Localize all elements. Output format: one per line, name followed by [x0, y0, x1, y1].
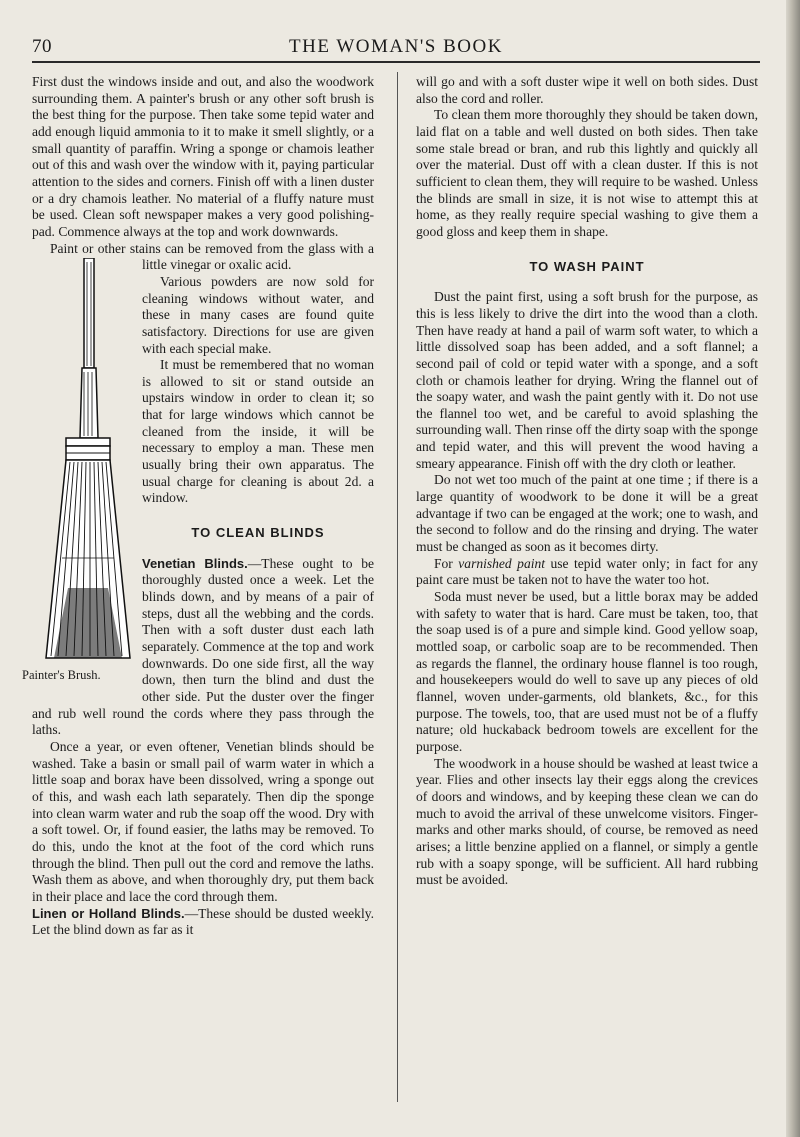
figure-caption: Painter's Brush.	[22, 668, 101, 682]
paragraph: Once a year, or even oftener, Venetian blinds should be washed. Take a basin or small pail of warm water in which a little soap and borax have been dissolved, wring a sponge out of this, and wash each lath separately. Then dip the sponge into clean warm water and rub the soap off the wood. Dry with a soft towel. Or, if found easier, the laths may be removed. To do this, undo the knot at the foot of the cord which runs through the blind. Then pull out the cord and remove the laths. Wash them as above, and when thoroughly dry, put them back in their place and lace the cord through them.	[32, 738, 374, 904]
paragraph: The woodwork in a house should be washed at least twice a year. Flies and other insects lay their eggs along the crevices of doors and windows, and by keeping these clean we can do much to avoid the arrival of these unwelcome visitors. Finger-marks and other marks should, of course, be removed as need arises; a little benzine applied on a flannel, or simply a gentle rub with a soapy sponge, will be sufficient. All hard rubbing must be avoided.	[416, 755, 758, 888]
paragraph: Do not wet too much of the paint at one time ; if there is a large quantity of woodwork to be done it will be a great advantage if two can be engaged at the work; one to wash, and the second to follow and do the rinsing and drying. The water must be changed as soon as it becomes dirty.	[416, 472, 758, 555]
paragraph: Various powders are now sold for cleaning windows without water, and these in many cases are found quite satisfactory. Directions for use are given with each special make.	[142, 273, 374, 356]
run-in-heading: Venetian Blinds.	[142, 555, 248, 571]
paragraph-varnished	[416, 556, 758, 589]
paragraph: To clean them more thoroughly they should be taken down, laid flat on a table and well dusted on both sides. Then take some stale bread or bran, and rub this lightly and quickly all over the material. Dust off with a clean duster. If this is not sufficient to clean them, they will require to be washed. Unless the blinds are small in size, it is not wise to attempt this at home, as they really require special washing to give them a good gloss and keep them in shape.	[416, 107, 758, 239]
painters-brush-icon	[38, 258, 138, 668]
paragraph: Dust the paint first, using a soft brush for the purpose, as this is less likely to drive the dirt into the wood than a cloth. Then have ready at hand a pail of warm soft water, to which a little dissolved soap has been added, and a soft flannel; a second pail of cold or tepid water with a sponge, and a soft cloth or chamois leather for drying. Wring the flannel out of the soapy water, and wash the paint gently with it. Do not use the flannel too wet, and be careful to avoid splashing the surrounding wall. Then rinse off the dirty soap with the sponge and tepid water, and this will prevent the wood having a smeary appearance. Finish off with the dry cloth or leather.	[416, 289, 758, 471]
text: use tepid water only; in fact for any paint care must be taken not to have the water too hot.	[416, 555, 758, 588]
paragraph: Soda must never be used, but a little borax may be added with safety to water that is hard. Care must be taken, too, that the soap used is of a pure and simple kind. Good yellow soap, mottled soap, or carbolic soap are to be recommended. Then as regards the flannel, the ordinary house flannel is too rough, and housekeepers would do well to save up any pieces of old flannel, woven under-garments, old blankets, &c., for this purpose. The towels, too, that are used must not be of a fluffy nature; old huckaback bedroom towels are excellent for the purpose.	[416, 589, 758, 754]
paragraph-windows: First dust the windows inside and out, and also the woodwork surrounding them. A painter's brush or any other soft brush is the best thing for the purpose. Then take some tepid water and add enough liquid ammonia to it to make it smell slightly, or a small quantity of paraffin. Wring a sponge or chamois leather out of this and wash over the window with it, paying particular attention to the sides and corners. Finish off with a linen duster or a dry chamois leather. No material of a fluffy nature must be used. Clean soft newspaper makes a very good polishing-pad. Commence always at the top and work downwards.	[32, 74, 374, 239]
page-edge-shadow	[786, 0, 800, 1137]
page-number: 70	[32, 36, 52, 57]
section-heading-blinds: TO CLEAN BLINDS	[191, 525, 325, 541]
column-rule	[397, 72, 398, 1102]
paragraph-linen	[32, 906, 374, 939]
painters-brush-figure	[22, 258, 138, 698]
section-heading-paint: TO WASH PAINT	[529, 258, 645, 274]
paragraph: It must be remembered that no woman is allowed to sit or stand outside an upstairs window in order to clean it; so that for large windows which cannot be cleaned from the inside, it will be necessary to employ a man. These men usually bring their own apparatus. The usual charge for cleaning is about 2d. a window.	[142, 357, 374, 506]
right-column	[416, 74, 758, 889]
emphasis: varnished paint	[458, 555, 546, 571]
paragraph: will go and with a soft duster wipe it well on both sides. Dust also the cord and roller.	[416, 74, 758, 106]
header-rule	[32, 61, 760, 63]
paragraph: Paint or other stains can be removed from the glass with a little vinegar or oxalic acid.	[50, 240, 374, 273]
paragraph-text: —These should be dusted weekly. Let the blind down as far as it	[32, 905, 374, 938]
run-in-heading: Linen or Holland Blinds.	[32, 905, 185, 921]
paragraph-text: —These ought to be thoroughly dusted once a week. Let the blinds down, and by means of a pair of steps, dust all the webbing and the cords. Then with a soft duster dust each lath separately. Commence at the top and work downwards. Do one side first, all the way down, then turn the blind and dust the other side. Put the duster over the finger and rub well round the cords where they pass through the laths.	[32, 555, 374, 738]
text: For	[434, 555, 459, 571]
running-title: THE WOMAN'S BOOK	[289, 36, 503, 57]
